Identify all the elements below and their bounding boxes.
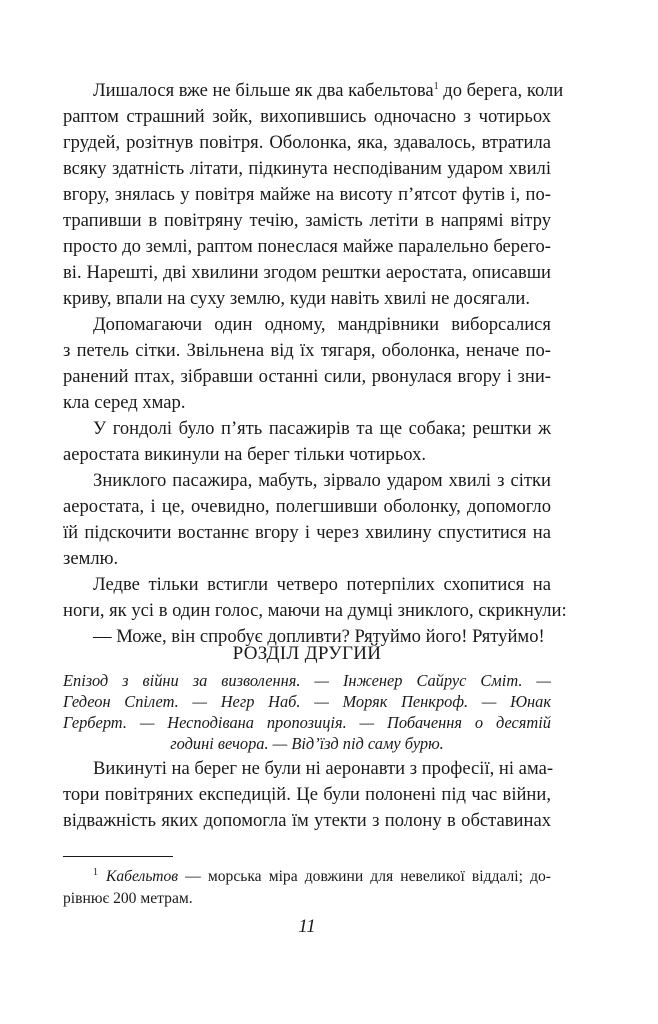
text-line: раптом страшний зойк, вихопившись одночасно з чотирьох bbox=[63, 106, 551, 127]
text-line: вгору, знялась у повітря майже на висоту п’ятсот футів і, по- bbox=[63, 184, 551, 205]
text-line: Ледве тільки встигли четверо потерпілих схопитися на bbox=[93, 574, 551, 595]
text-line: грудей, розітнув повітря. Оболонка, яка, здавалось, втратила bbox=[63, 132, 551, 153]
footnote-line: $^1$ Кабельтов — морська міра довжини для невеликої віддалі; до- bbox=[93, 867, 551, 885]
text-line: Викинуті на берег не були ні аеронавти з професії, ні ама- bbox=[93, 758, 554, 779]
chapter-text bbox=[63, 756, 554, 834]
chapter-paragraph-1 bbox=[63, 756, 554, 834]
footnote bbox=[63, 862, 551, 910]
summary-line: Гедеон Спілет. — Негр Наб. — Моряк Пенкроф. — Юнак bbox=[63, 692, 551, 711]
chapter-title: РОЗДІЛ ДРУГИЙ bbox=[232, 643, 382, 664]
text-line: відважність яких допомогла їм утекти з полону в обставинах bbox=[63, 810, 551, 831]
text-line: Лишалося вже не більше як два кабельтова$^1$ до берега, коли bbox=[93, 80, 564, 101]
paragraph-2 bbox=[63, 312, 551, 416]
paragraph-5 bbox=[63, 572, 567, 624]
text-line: У гондолі було п’ять пасажирів та ще собака; рештки ж bbox=[93, 418, 551, 439]
text-line: просто до землі, раптом понеслася майже паралельно берего- bbox=[63, 236, 551, 257]
chapter-summary bbox=[63, 670, 551, 754]
text-line: Зниклого пасажира, мабуть, зірвало ударом хвилі з сітки bbox=[93, 470, 551, 491]
text-line: тори повітряних експедицій. Це були полонені під час війни, bbox=[63, 784, 551, 805]
text-line: кла серед хмар. bbox=[63, 392, 186, 413]
text-line: з петель сітки. Звільнена від їх тягаря, оболонка, неначе по- bbox=[63, 340, 551, 361]
footnote-mark: 1 bbox=[93, 867, 98, 878]
text-line: ранений птах, зібравши останні сили, рвонулася вгору і зни- bbox=[63, 366, 551, 387]
text-line: трапивши в повітряну течію, замість летіти в напрямі вітру bbox=[63, 210, 551, 231]
text-line: їй підскочити востаннє вгору і через хвилину спуститися на bbox=[63, 522, 551, 543]
paragraph-3 bbox=[63, 416, 551, 468]
text-line: — Може, він спробує допливти? Рятуймо його! Рятуймо! bbox=[93, 626, 545, 647]
summary-line: годині вечора. — Від’їзд під саму бурю. bbox=[170, 734, 444, 753]
text-line: Допомагаючи один одному, мандрівники виборсалися bbox=[93, 314, 551, 335]
main-text-column bbox=[63, 78, 567, 650]
paragraph-4 bbox=[63, 468, 551, 572]
footnote-line: рівнює 200 метрам. bbox=[63, 890, 193, 907]
text-line: аеростата викинули на берег тільки чотирьох. bbox=[63, 444, 427, 465]
summary-line: Герберт. — Несподівана пропозиція. — Побачення о десятій bbox=[63, 713, 551, 732]
text-line: ноги, як усі в один голос, маючи на думці зниклого, скрикнули: bbox=[63, 600, 567, 621]
text-line: аеростата, і це, очевидно, полегшивши оболонку, допомогло bbox=[63, 496, 551, 517]
page-number: 11 bbox=[298, 916, 316, 937]
footnote-reference[interactable]: 1 bbox=[433, 81, 439, 92]
footnote-divider bbox=[63, 856, 173, 857]
text-line: ві. Нарешті, дві хвилини згодом рештки аеростата, описавши bbox=[63, 262, 551, 283]
text-line: криву, впали на суху землю, куди навіть хвилі не досягали. bbox=[63, 288, 530, 309]
paragraph-1 bbox=[63, 78, 564, 312]
footnote-term: Кабельтов bbox=[106, 868, 179, 885]
text-line: всяку здатність літати, підкинута несподіваним ударом хвилі bbox=[63, 158, 551, 179]
summary-line: Епізод з війни за визволення. — Інженер Сайрус Сміт. — bbox=[63, 671, 551, 690]
text-line: землю. bbox=[63, 548, 119, 569]
